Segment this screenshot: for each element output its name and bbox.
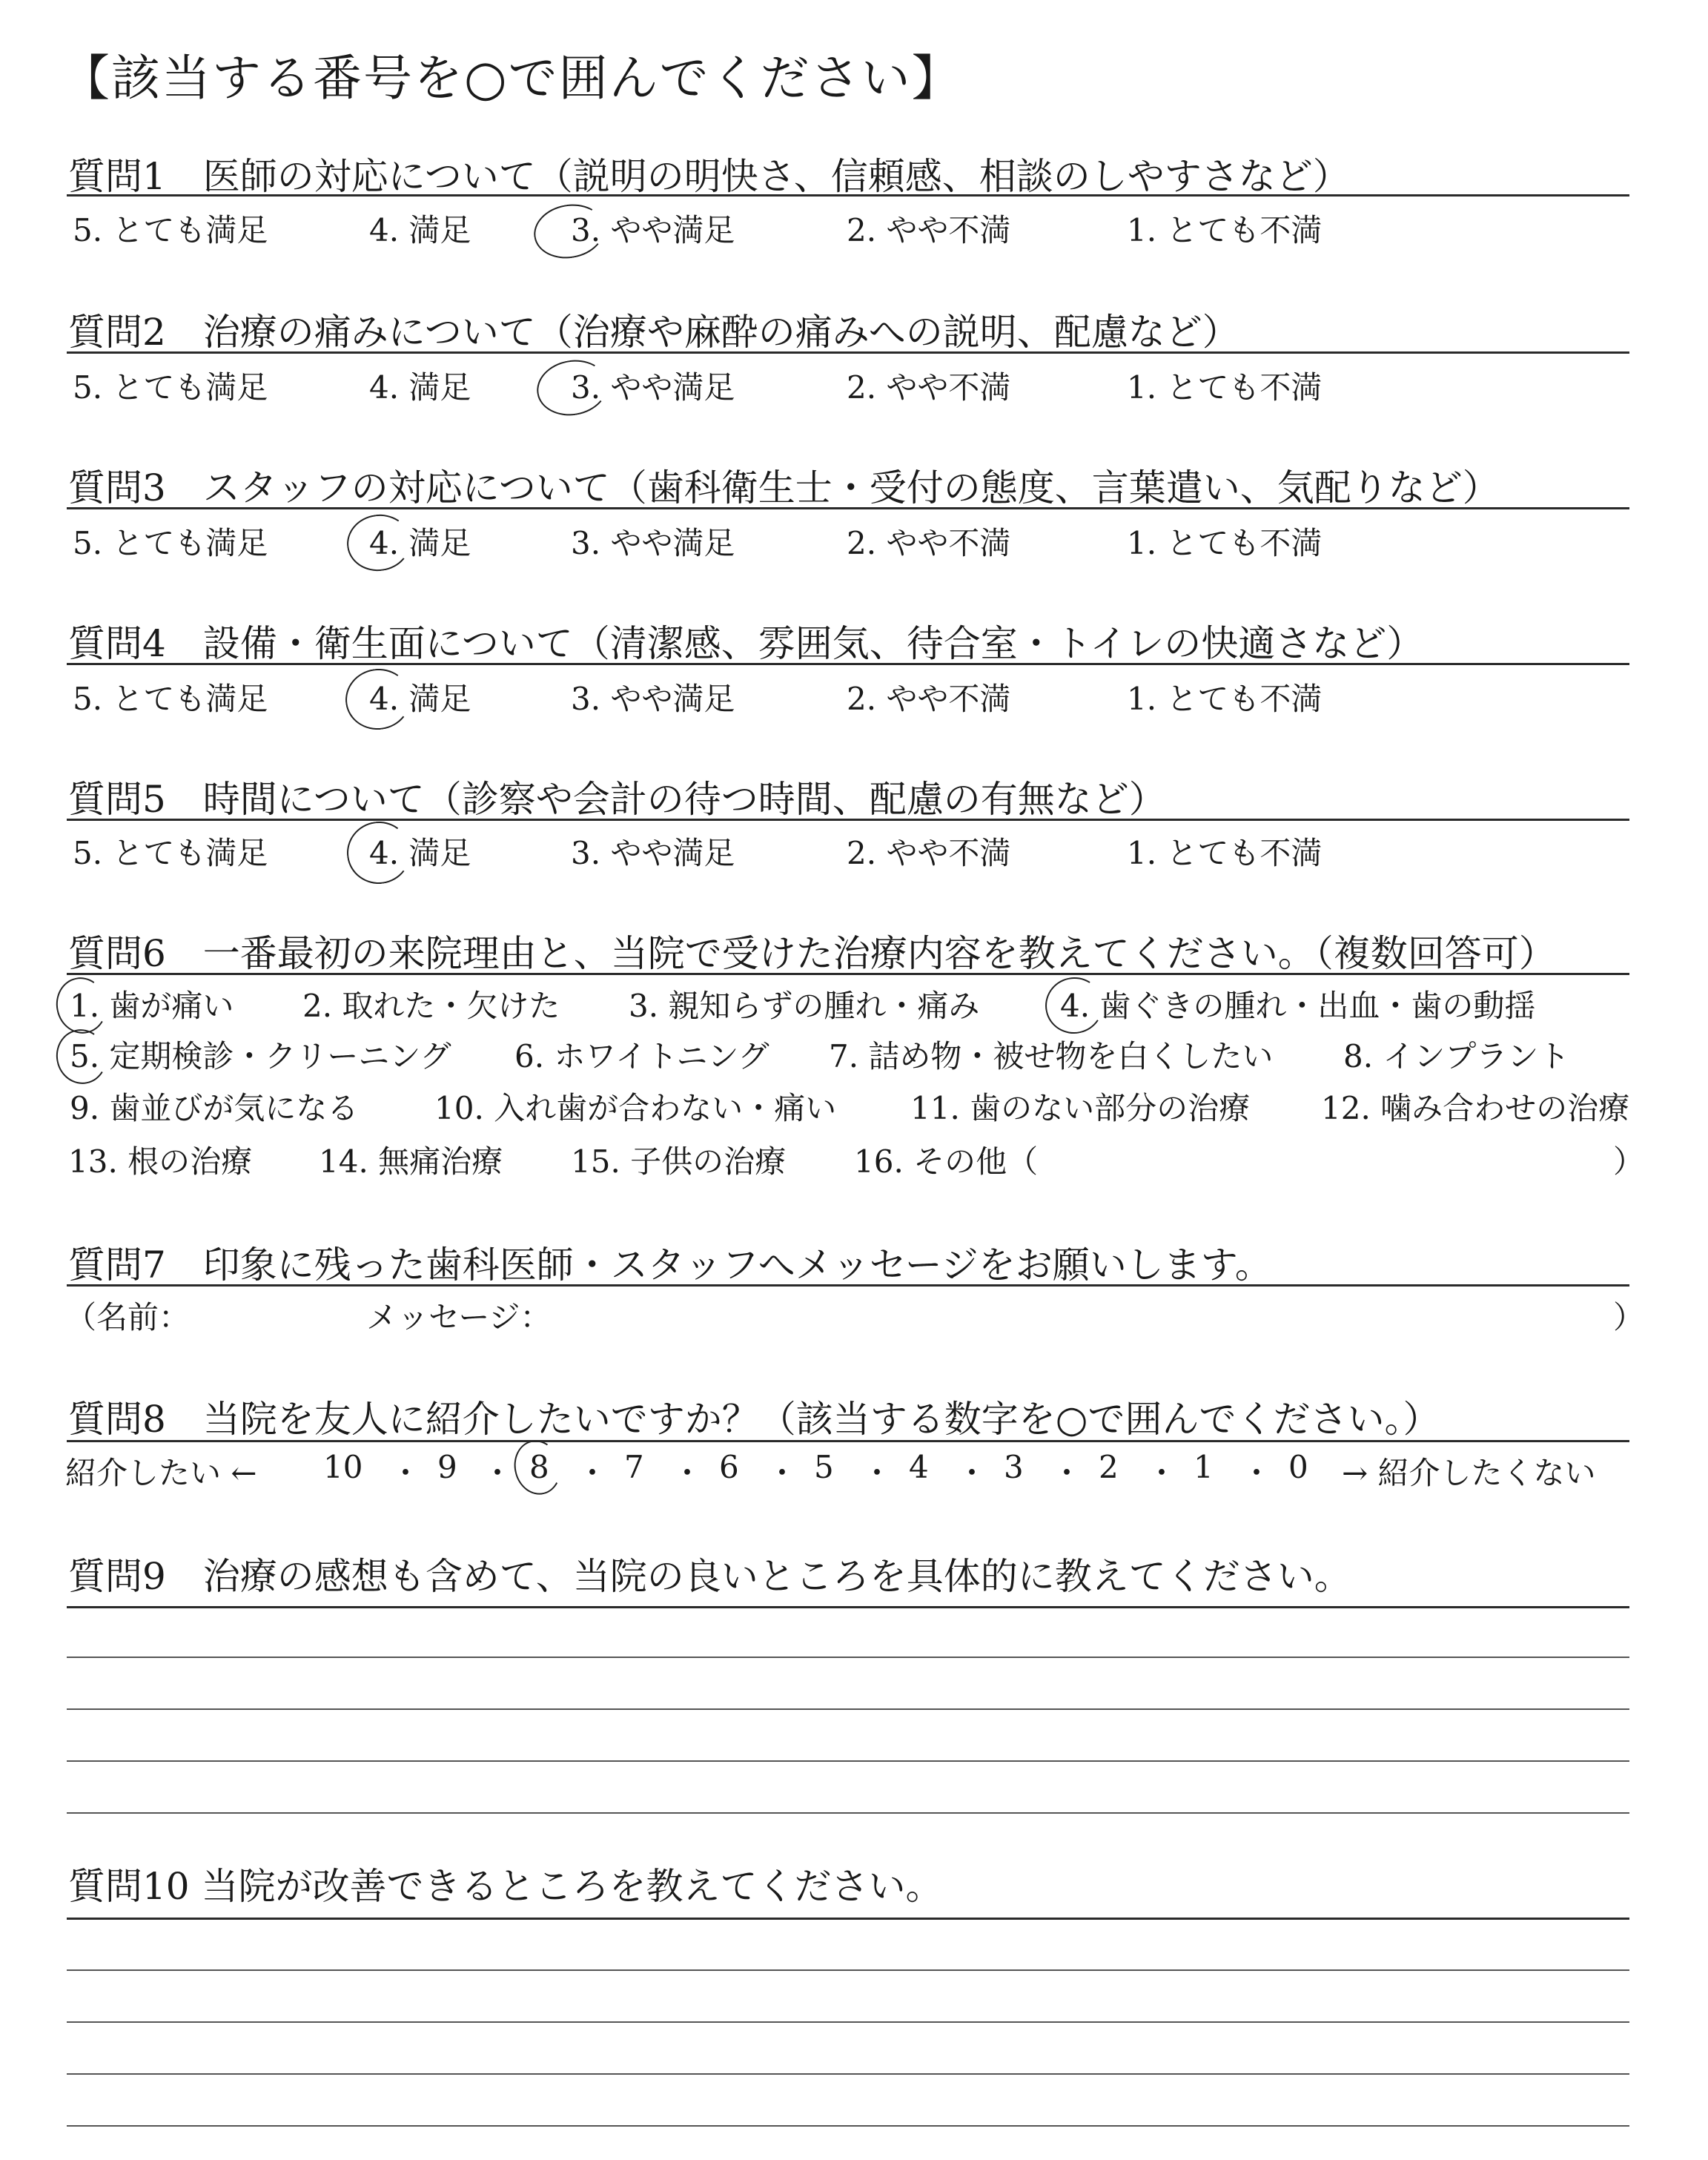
- question-5-rule: [67, 819, 1629, 821]
- q6-option-14[interactable]: 14. 無痛治療: [319, 1143, 503, 1180]
- answer-line: [67, 2073, 1629, 2075]
- question-7-rule: [67, 1284, 1629, 1287]
- q1-option-5[interactable]: 5. とても満足: [73, 212, 268, 248]
- q6-option-9[interactable]: 9. 歯並びが気になる: [70, 1090, 359, 1126]
- q6-option-15[interactable]: 15. 子供の治療: [571, 1143, 787, 1180]
- answer-line: [67, 1969, 1629, 1971]
- question-4-heading: 質問4 設備・衛生面について（清潔感、雰囲気、待合室・トイレの快適さなど）: [68, 622, 1424, 665]
- q6-option-2[interactable]: 2. 取れた・欠けた: [302, 988, 560, 1024]
- question-4-rule: [67, 663, 1629, 665]
- q8-score-1[interactable]: 1: [1194, 1449, 1214, 1485]
- q8-score-6[interactable]: 6: [719, 1449, 739, 1485]
- q8-separator: ・: [1051, 1455, 1083, 1491]
- q6-option-10[interactable]: 10. 入れ歯が合わない・痛い: [434, 1090, 837, 1126]
- q3-option-4[interactable]: 4. 満足: [369, 525, 471, 561]
- q3-option-3[interactable]: 3. やや満足: [571, 525, 735, 561]
- q7-close-paren: ）: [1613, 1299, 1645, 1335]
- q8-separator: ・: [861, 1455, 893, 1491]
- answer-line: [67, 2125, 1629, 2127]
- q6-option-8[interactable]: 8. インプラント: [1343, 1038, 1570, 1074]
- question-8-rule: [67, 1440, 1629, 1442]
- q4-option-4[interactable]: 4. 満足: [369, 681, 471, 717]
- answer-line: [67, 1760, 1629, 1762]
- page-title: 【該当する番号を○で囲んでください】: [61, 50, 962, 107]
- q8-separator: ・: [482, 1455, 514, 1491]
- q7-name-label: （名前：: [65, 1299, 191, 1335]
- q8-score-2[interactable]: 2: [1099, 1449, 1119, 1485]
- q5-option-4[interactable]: 4. 満足: [369, 835, 471, 871]
- q8-separator: ・: [1146, 1455, 1178, 1491]
- question-2-heading: 質問2 治療の痛みについて（治療や麻酔の痛みへの説明、配慮など）: [68, 311, 1239, 354]
- q8-score-9[interactable]: 9: [437, 1449, 457, 1485]
- q6-option-6[interactable]: 6. ホワイトニング: [514, 1038, 769, 1074]
- answer-line: [67, 1708, 1629, 1710]
- q8-score-10[interactable]: 10: [323, 1449, 363, 1485]
- q8-separator: ・: [767, 1455, 798, 1491]
- question-5-heading: 質問5 時間について（診察や会計の待つ時間、配慮の有無など）: [68, 778, 1166, 821]
- question-9-heading: 質問9 治療の感想も含めて、当院の良いところを具体的に教えてください。: [68, 1555, 1351, 1598]
- q8-score-0[interactable]: 0: [1288, 1449, 1308, 1485]
- q8-score-7[interactable]: 7: [624, 1449, 644, 1485]
- q5-option-5[interactable]: 5. とても満足: [73, 835, 268, 871]
- q8-separator: ・: [1241, 1455, 1273, 1491]
- question-2-rule: [67, 351, 1629, 354]
- q8-score-5[interactable]: 5: [814, 1449, 834, 1485]
- question-10-heading: 質問10 当院が改善できるところを教えてください。: [68, 1865, 943, 1908]
- q6-option-7[interactable]: 7. 詰め物・被せ物を白くしたい: [829, 1038, 1274, 1074]
- q5-option-3[interactable]: 3. やや満足: [571, 835, 735, 871]
- q4-option-3[interactable]: 3. やや満足: [571, 681, 735, 717]
- q1-option-3[interactable]: 3. やや満足: [571, 212, 735, 248]
- q1-option-4[interactable]: 4. 満足: [369, 212, 471, 248]
- question-3-heading: 質問3 スタッフの対応について（歯科衛生士・受付の態度、言葉遣い、気配りなど）: [68, 466, 1500, 509]
- question-1-heading: 質問1 医師の対応について（説明の明快さ、信頼感、相談のしやすさなど）: [68, 155, 1350, 198]
- q8-separator: ・: [390, 1455, 422, 1491]
- q8-score-4[interactable]: 4: [909, 1449, 929, 1485]
- q6-option-11[interactable]: 11. 歯のない部分の治療: [910, 1090, 1251, 1126]
- q6-option-16[interactable]: 16. その他（: [854, 1143, 1039, 1180]
- answer-line: [67, 1812, 1629, 1814]
- q2-option-4[interactable]: 4. 満足: [369, 369, 471, 406]
- question-3-rule: [67, 507, 1629, 509]
- answer-line: [67, 1657, 1629, 1658]
- question-9-rule: [67, 1606, 1629, 1608]
- q6-option-13[interactable]: 13. 根の治療: [68, 1143, 253, 1180]
- q6-option-3[interactable]: 3. 親知らずの腫れ・痛み: [629, 988, 980, 1024]
- q8-right-label: → 紹介したくない: [1342, 1455, 1596, 1491]
- q6-option-1[interactable]: 1. 歯が痛い: [70, 988, 234, 1024]
- q1-option-2[interactable]: 2. やや不満: [847, 212, 1011, 248]
- q8-selection-circle: [509, 1436, 566, 1500]
- q4-option-1[interactable]: 1. とても不満: [1127, 681, 1323, 717]
- q3-option-1[interactable]: 1. とても不満: [1127, 525, 1323, 561]
- q5-option-1[interactable]: 1. とても不満: [1127, 835, 1323, 871]
- q8-left-label: 紹介したい ←: [65, 1455, 257, 1491]
- q5-selection-circle: [343, 817, 415, 888]
- question-6-heading: 質問6 一番最初の来院理由と、当院で受けた治療内容を教えてください。（複数回答可）: [68, 932, 1556, 975]
- q1-option-1[interactable]: 1. とても不満: [1127, 212, 1323, 248]
- q8-score-3[interactable]: 3: [1004, 1449, 1024, 1485]
- question-6-rule: [67, 973, 1629, 975]
- q2-option-2[interactable]: 2. やや不満: [847, 369, 1011, 406]
- q6-option-12[interactable]: 12. 噛み合わせの治療: [1321, 1090, 1630, 1126]
- q8-separator: ・: [577, 1455, 609, 1491]
- q6-option-5[interactable]: 5. 定期検診・クリーニング: [70, 1038, 451, 1074]
- q3-option-2[interactable]: 2. やや不満: [847, 525, 1011, 561]
- q8-separator: ・: [672, 1455, 704, 1491]
- answer-line: [67, 2021, 1629, 2023]
- q5-option-2[interactable]: 2. やや不満: [847, 835, 1011, 871]
- q4-option-2[interactable]: 2. やや不満: [847, 681, 1011, 717]
- q8-score-8[interactable]: 8: [529, 1449, 549, 1485]
- q2-option-3[interactable]: 3. やや満足: [571, 369, 735, 406]
- q6-other-close-paren: ）: [1613, 1143, 1645, 1180]
- q4-option-5[interactable]: 5. とても満足: [73, 681, 268, 717]
- question-7-heading: 質問7 印象に残った歯科医師・スタッフへメッセージをお願いします。: [68, 1244, 1272, 1287]
- question-1-rule: [67, 194, 1629, 196]
- q7-message-label: メッセージ：: [366, 1299, 552, 1335]
- q3-option-5[interactable]: 5. とても満足: [73, 525, 268, 561]
- q8-separator: ・: [956, 1455, 988, 1491]
- q2-option-5[interactable]: 5. とても満足: [73, 369, 268, 406]
- question-8-heading: 質問8 当院を友人に紹介したいですか？（該当する数字を○で囲んでください。）: [68, 1398, 1440, 1441]
- q2-option-1[interactable]: 1. とても不満: [1127, 369, 1323, 406]
- question-10-rule: [67, 1918, 1629, 1920]
- q6-option-4[interactable]: 4. 歯ぐきの腫れ・出血・歯の動揺: [1060, 988, 1536, 1024]
